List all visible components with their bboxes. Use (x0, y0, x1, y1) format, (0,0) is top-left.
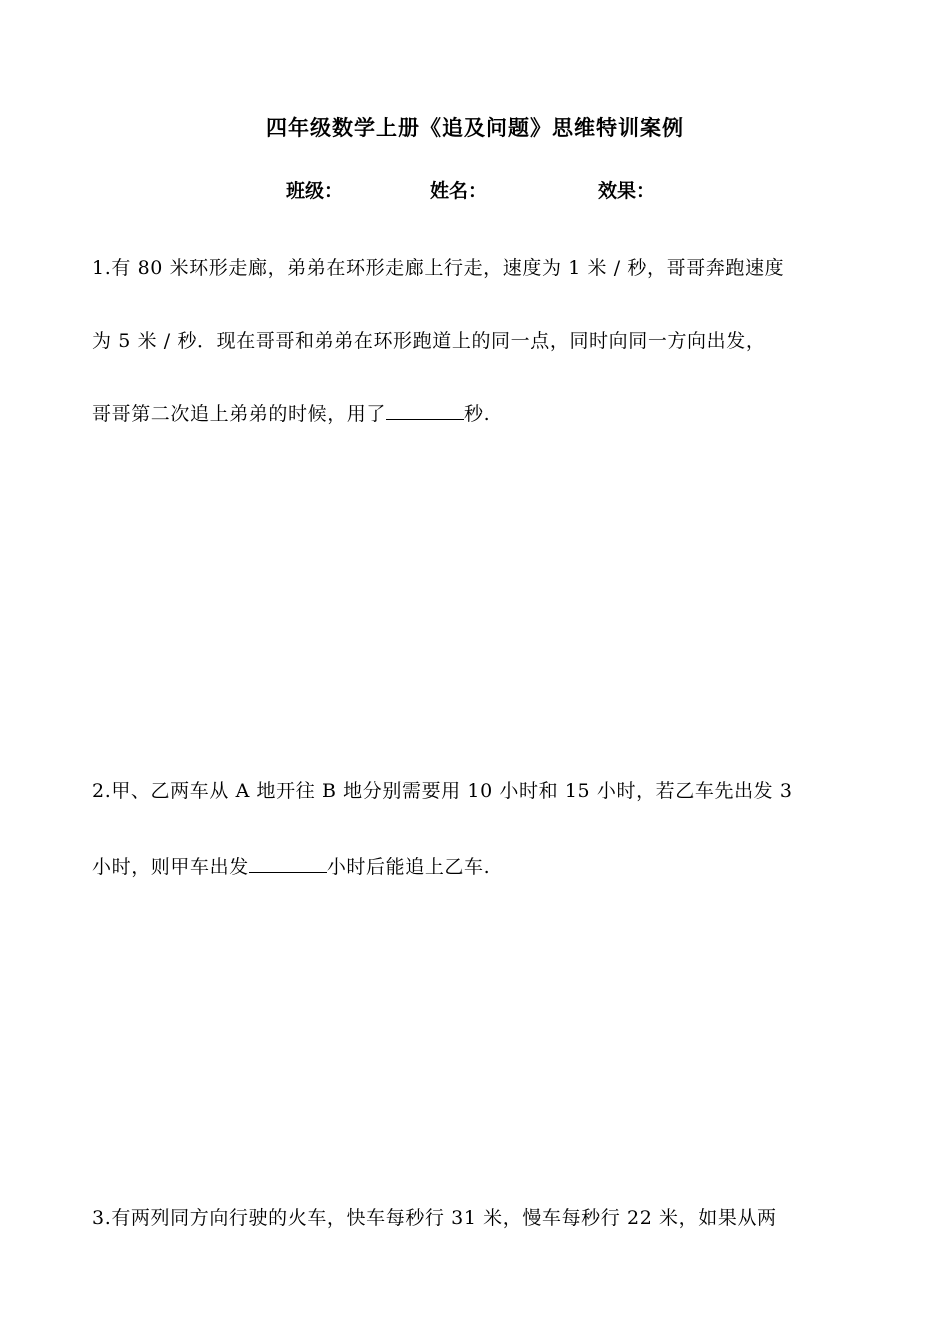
worksheet-title: 四年级数学上册《追及问题》思维特训案例 (266, 116, 684, 140)
question-1-text-line-3: 哥哥第二次追上弟弟的时候，用了 (92, 403, 387, 425)
question-1-number: 1. (92, 257, 112, 279)
question-3-text-line-1: 有两列同方向行驶的火车，快车每秒行 31 米，慢车每秒行 22 米，如果从两 (111, 1207, 777, 1229)
question-1-line-2 (92, 326, 765, 353)
student-info-row (0, 176, 950, 206)
question-2-suffix: 小时后能追上乙车. (326, 856, 491, 878)
class-label: 班级： (286, 180, 344, 202)
question-2-number: 2. (92, 780, 112, 802)
question-1-text-line-1: 有 80 米环形走廊，弟弟在环形走廊上行走，速度为 1 米 / 秒，哥哥奔跑速度 (111, 257, 785, 279)
question-3-line-1 (92, 1203, 777, 1230)
question-2-line-2 (92, 852, 490, 879)
question-1-answer-blank[interactable] (386, 403, 464, 420)
question-1-text-line-2: 为 5 米 / 秒．现在哥哥和弟弟在环形跑道上的同一点，同时向同一方向出发， (92, 330, 766, 352)
question-2-answer-blank[interactable] (249, 856, 327, 873)
question-2-text-line-2: 小时，则甲车出发 (92, 856, 249, 878)
question-1-line-1 (92, 253, 784, 280)
question-2-line-1 (92, 776, 793, 803)
question-2-text-line-1: 甲、乙两车从 A 地开往 B 地分别需要用 10 小时和 15 小时，若乙车先出发 3 (111, 780, 793, 802)
question-1-line-3 (92, 399, 490, 426)
result-label: 效果： (598, 180, 656, 202)
question-1-unit: 秒. (464, 403, 491, 425)
name-label: 姓名： (430, 180, 488, 202)
question-3-number: 3. (92, 1207, 112, 1229)
